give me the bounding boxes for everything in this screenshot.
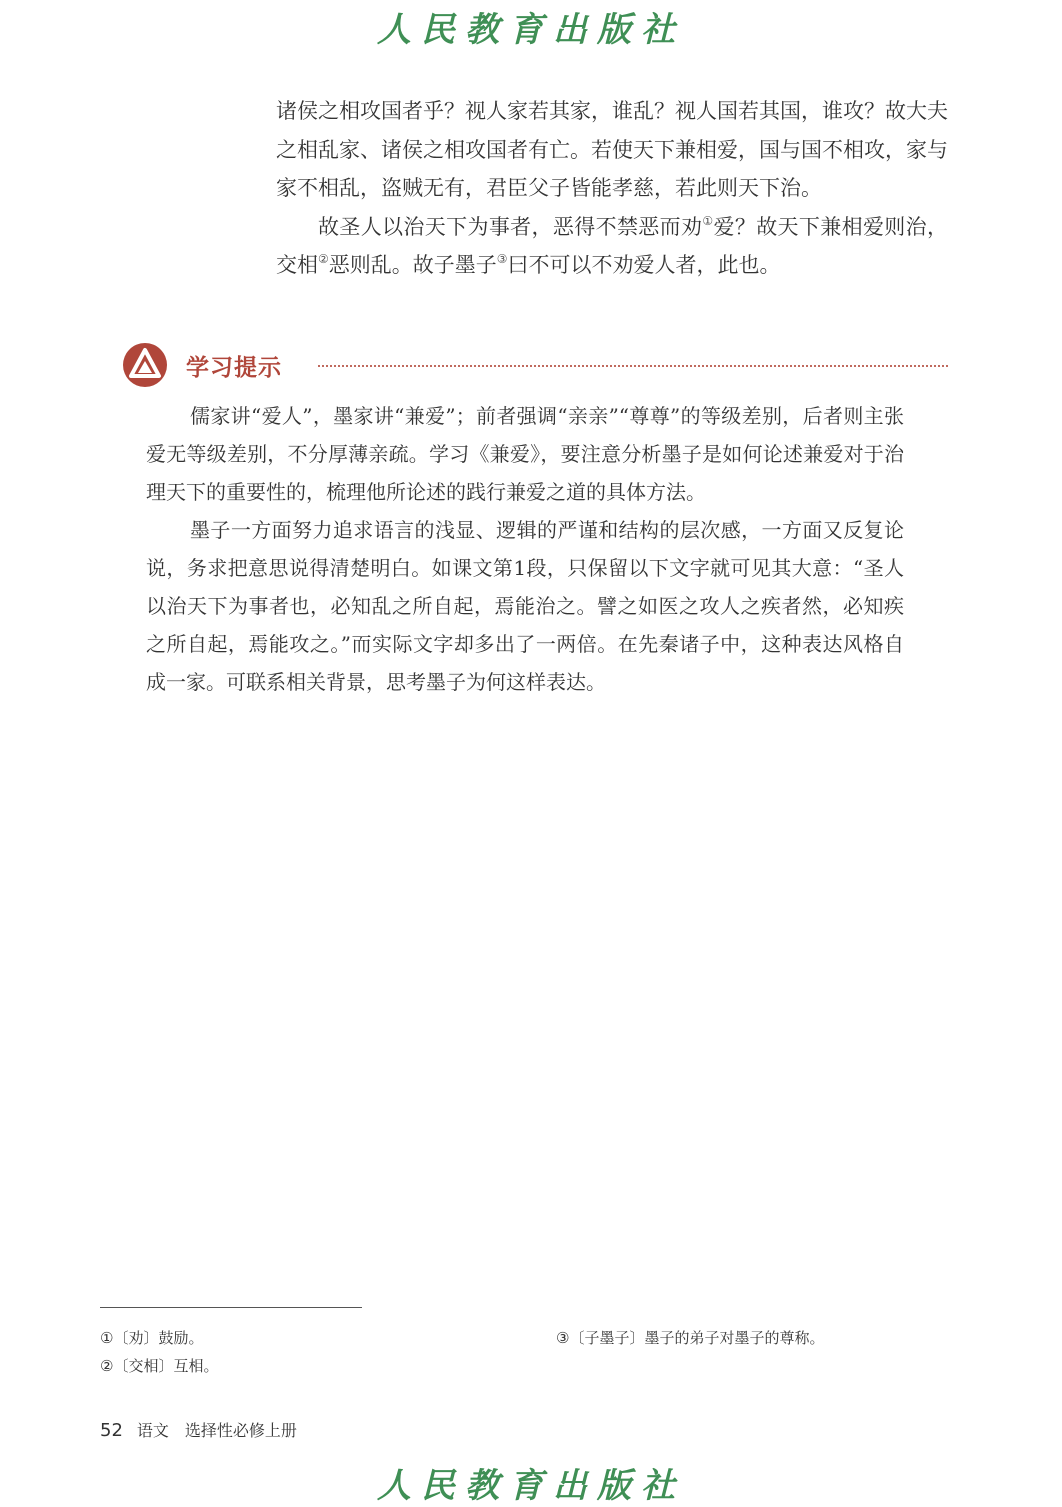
publisher-watermark-bottom: 人民教育出版社: [377, 1466, 685, 1506]
dotted-divider: [318, 365, 948, 367]
footnote-ref-3[interactable]: ③: [496, 252, 508, 266]
study-tips-title: 学习提示: [186, 355, 282, 381]
publisher-watermark-top: 人民教育出版社: [377, 10, 685, 50]
book-title: 选择性必修上册: [184, 1421, 297, 1440]
passage-paragraph-1: 诸侯之相攻国者乎？视人家若其家，谁乱？视人国若其国，谁攻？故大夫之相乱家、诸侯之相攻国者有亡。若使天下兼相爱，国与国不相攻，家与家不相乱，盗贼无有，君臣父子皆能孝慈，若此则天下治。: [276, 99, 948, 200]
subject-label: 语文: [136, 1421, 169, 1440]
footnote-ref-1[interactable]: ①: [702, 213, 714, 228]
passage-text: 爱？故天下兼相爱则治，交相: [276, 214, 949, 277]
passage-text: 曰不可以不劝爱人者，此也。: [507, 253, 781, 277]
study-tips-icon: [122, 342, 168, 388]
passage-text: 恶则乱。故子墨子: [328, 253, 497, 277]
text-passage: [276, 92, 948, 285]
passage-text: 故圣人以治天下为事者，恶得不禁恶而劝: [318, 214, 703, 239]
study-tips-header: [122, 340, 952, 390]
page-footer: [100, 1418, 297, 1441]
passage-paragraph-2: [276, 208, 948, 285]
footnote-1: ①〔劝〕鼓励。: [100, 1329, 204, 1347]
tips-paragraph-2: 墨子一方面努力追求语言的浅显、逻辑的严谨和结构的层次感，一方面又反复论说，务求把意思说得清楚明白。如课文第1段，只保留以下文字就可见其大意：“圣人以治天下为事者也，必知乱之所自起，焉能治之。譬之如医之攻人之疾者然，必知疾之所自起，焉能攻之。”而实际文字却多出了一两倍。在先秦诸子中，这种表达风格自成一家。可联系相关背景，思考墨子为何这样表达。: [146, 518, 904, 694]
footnote-ref-2[interactable]: ②: [318, 252, 329, 266]
footnote-2: ②〔交相〕互相。: [100, 1357, 219, 1375]
footnote-3: ③〔子墨子〕墨子的弟子对墨子的尊称。: [556, 1329, 825, 1347]
study-tips-body: [146, 397, 904, 701]
tips-paragraph-1: 儒家讲“爱人”，墨家讲“兼爱”；前者强调“亲亲”“尊尊”的等级差别，后者则主张爱无等级差别，不分厚薄亲疏。学习《兼爱》，要注意分析墨子是如何论述兼爱对于治理天下的重要性的，梳理他所论述的践行兼爱之道的具体方法。: [146, 404, 904, 504]
page-number: 52: [100, 1420, 123, 1441]
footnote-divider: [100, 1307, 362, 1308]
